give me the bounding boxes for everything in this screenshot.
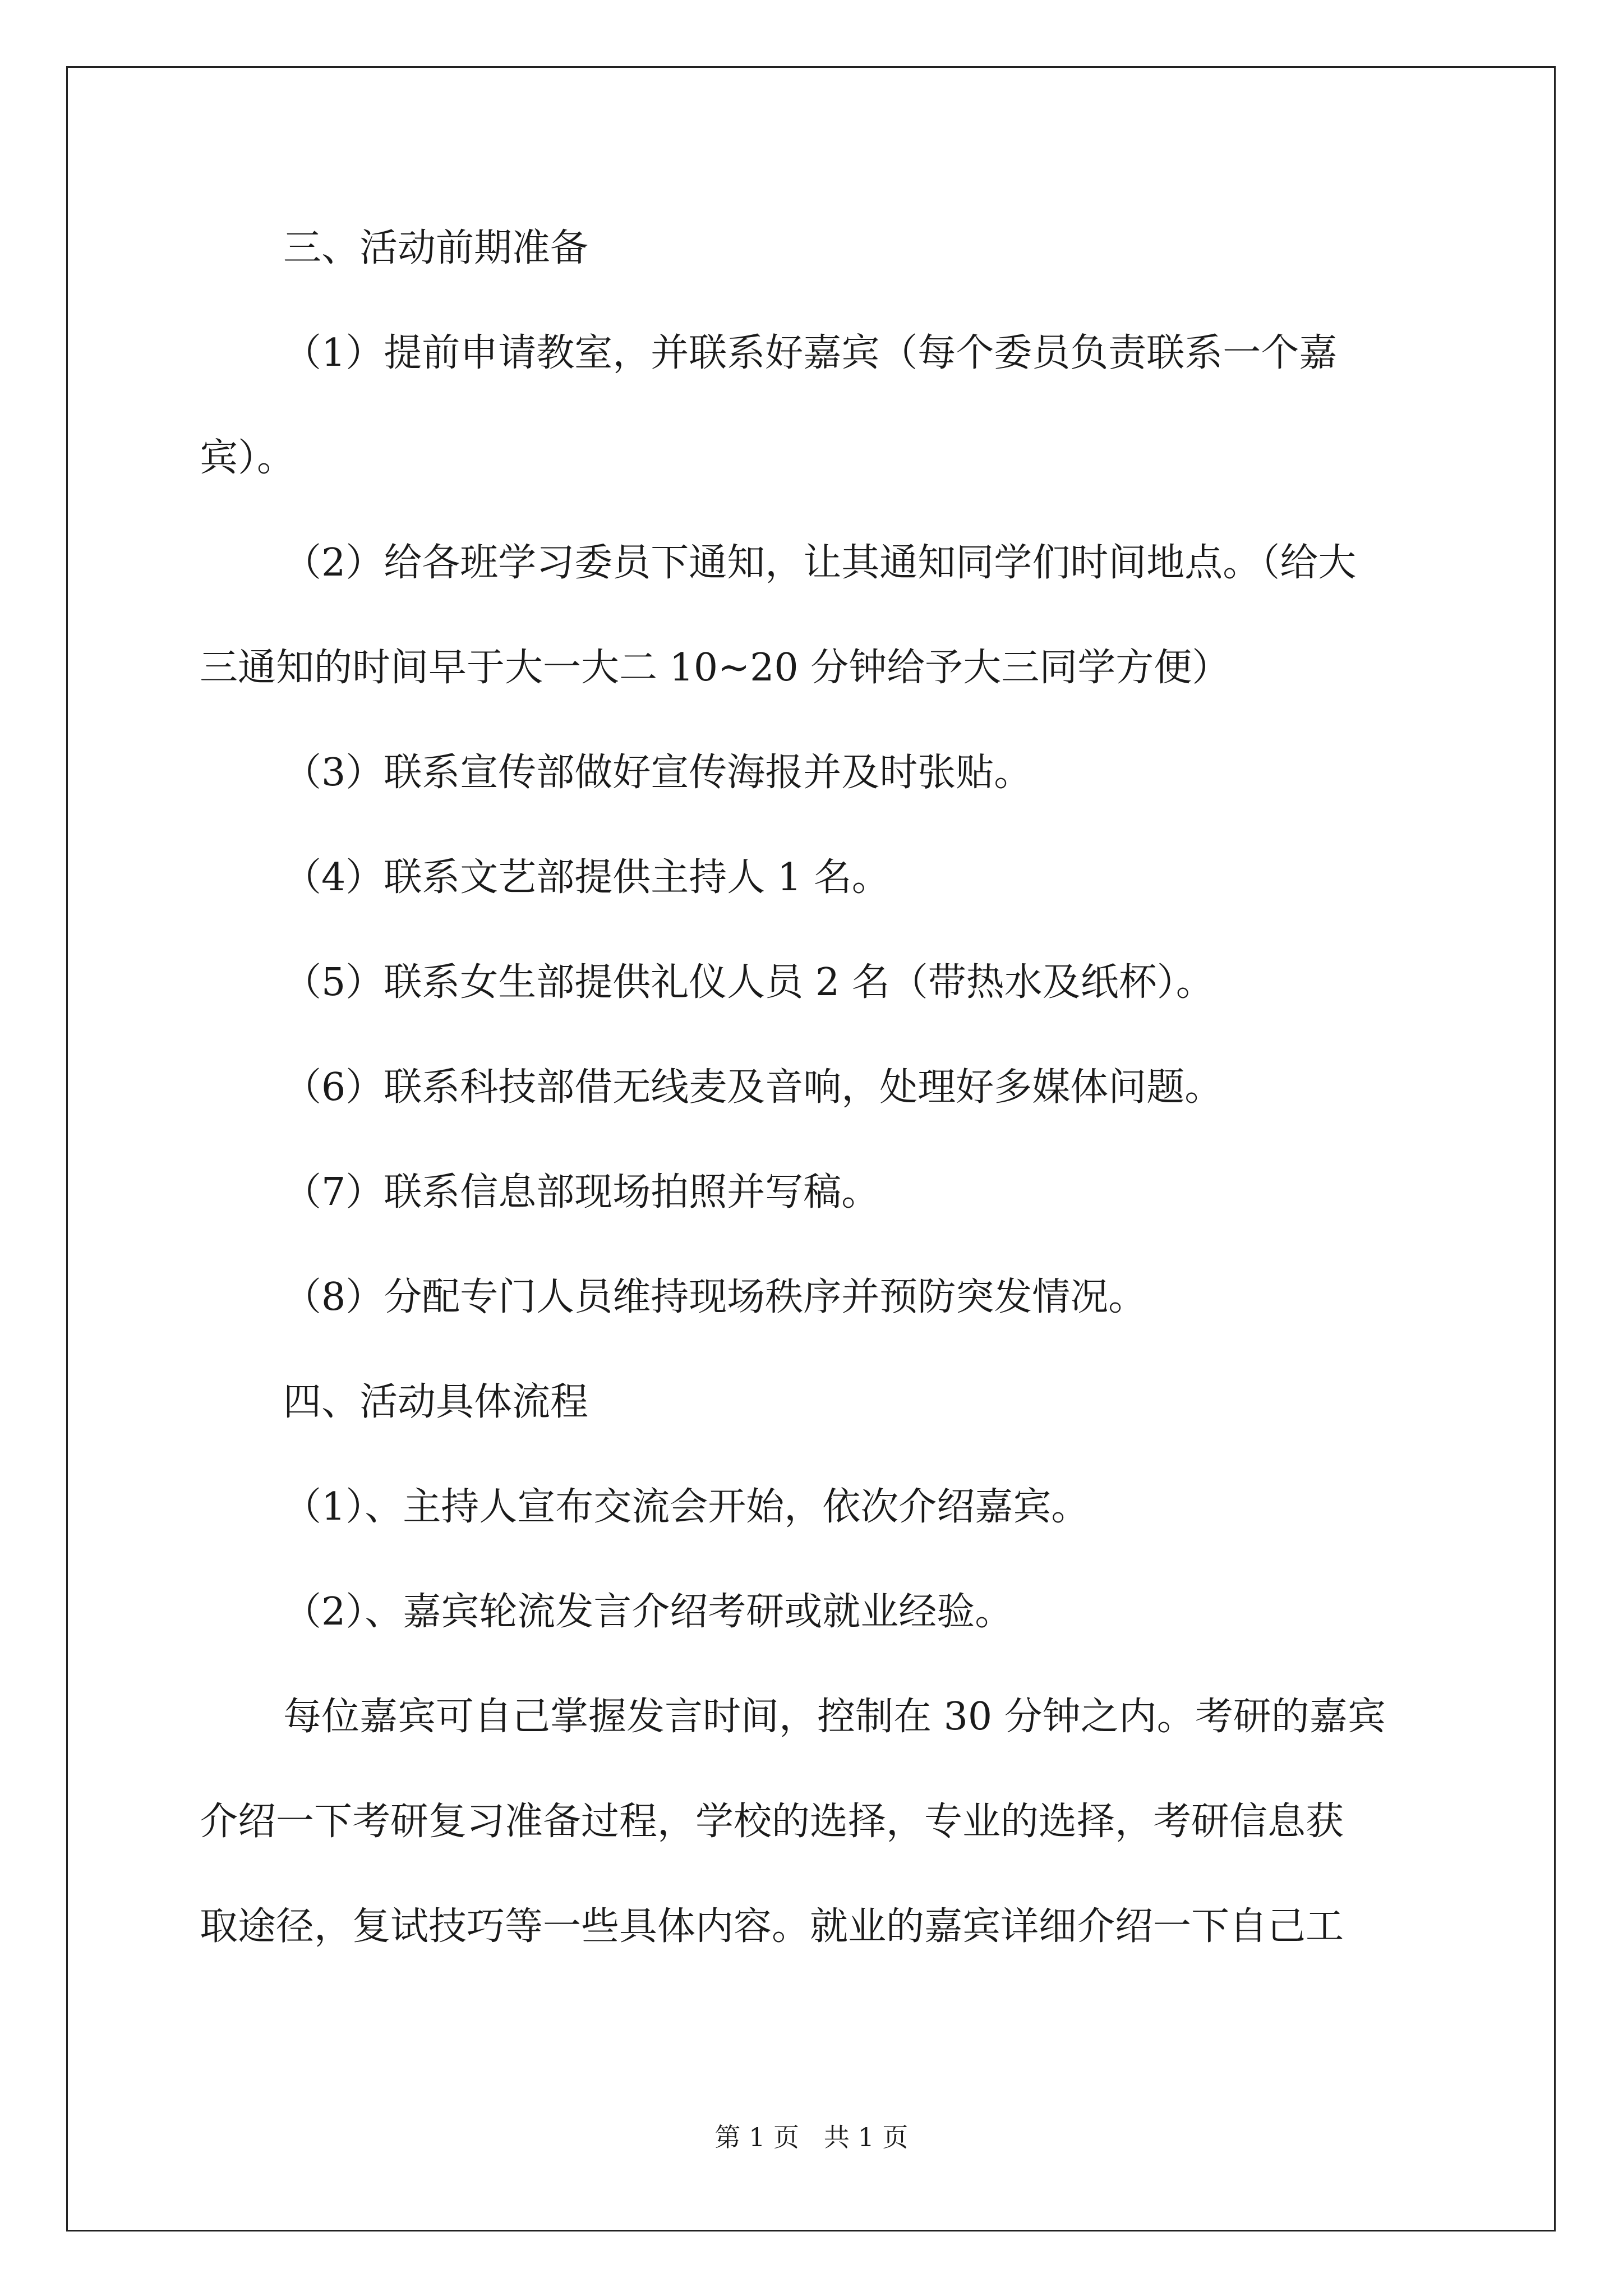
paragraph-line: （1）提前申请教室，并联系好嘉宾（每个委员负责联系一个嘉 [283, 331, 1338, 375]
paragraph-line: 介绍一下考研复习准备过程，学校的选择，专业的选择，考研信息获 [200, 1800, 1344, 1844]
paragraph-line: （7）联系信息部现场拍照并写稿。 [283, 1170, 880, 1214]
section-heading-3: 三、活动前期准备 [283, 226, 589, 270]
paragraph-line: （1）、主持人宣布交流会开始，依次介绍嘉宾。 [283, 1485, 1090, 1529]
section-heading-4: 四、活动具体流程 [283, 1380, 589, 1424]
paragraph-line: （5）联系女生部提供礼仪人员 2 名（带热水及纸杯）。 [283, 960, 1214, 1005]
paragraph-line: （2）、嘉宾轮流发言介绍考研或就业经验。 [283, 1590, 1013, 1634]
paragraph-line: 宾）。 [200, 436, 296, 480]
paragraph-line: （2）给各班学习委员下通知，让其通知同学们时间地点。（给大 [283, 541, 1357, 585]
paragraph-line: （4）联系文艺部提供主持人 1 名。 [283, 855, 890, 900]
paragraph-line: （3）联系宣传部做好宣传海报并及时张贴。 [283, 751, 1032, 795]
paragraph-line: 每位嘉宾可自己掌握发言时间，控制在 30 分钟之内。考研的嘉宾 [283, 1695, 1386, 1739]
paragraph-line: 三通知的时间早于大一大二 10~20 分钟给予大三同学方便） [200, 646, 1230, 690]
page-footer: 第 1 页 共 1 页 [714, 2122, 909, 2152]
paragraph-line: （6）联系科技部借无线麦及音响，处理好多媒体问题。 [283, 1065, 1223, 1110]
paragraph-line: （8）分配专门人员维持现场秩序并预防突发情况。 [283, 1275, 1147, 1319]
paragraph-line: 取途径，复试技巧等一些具体内容。就业的嘉宾详细介绍一下自己工 [200, 1904, 1344, 1949]
